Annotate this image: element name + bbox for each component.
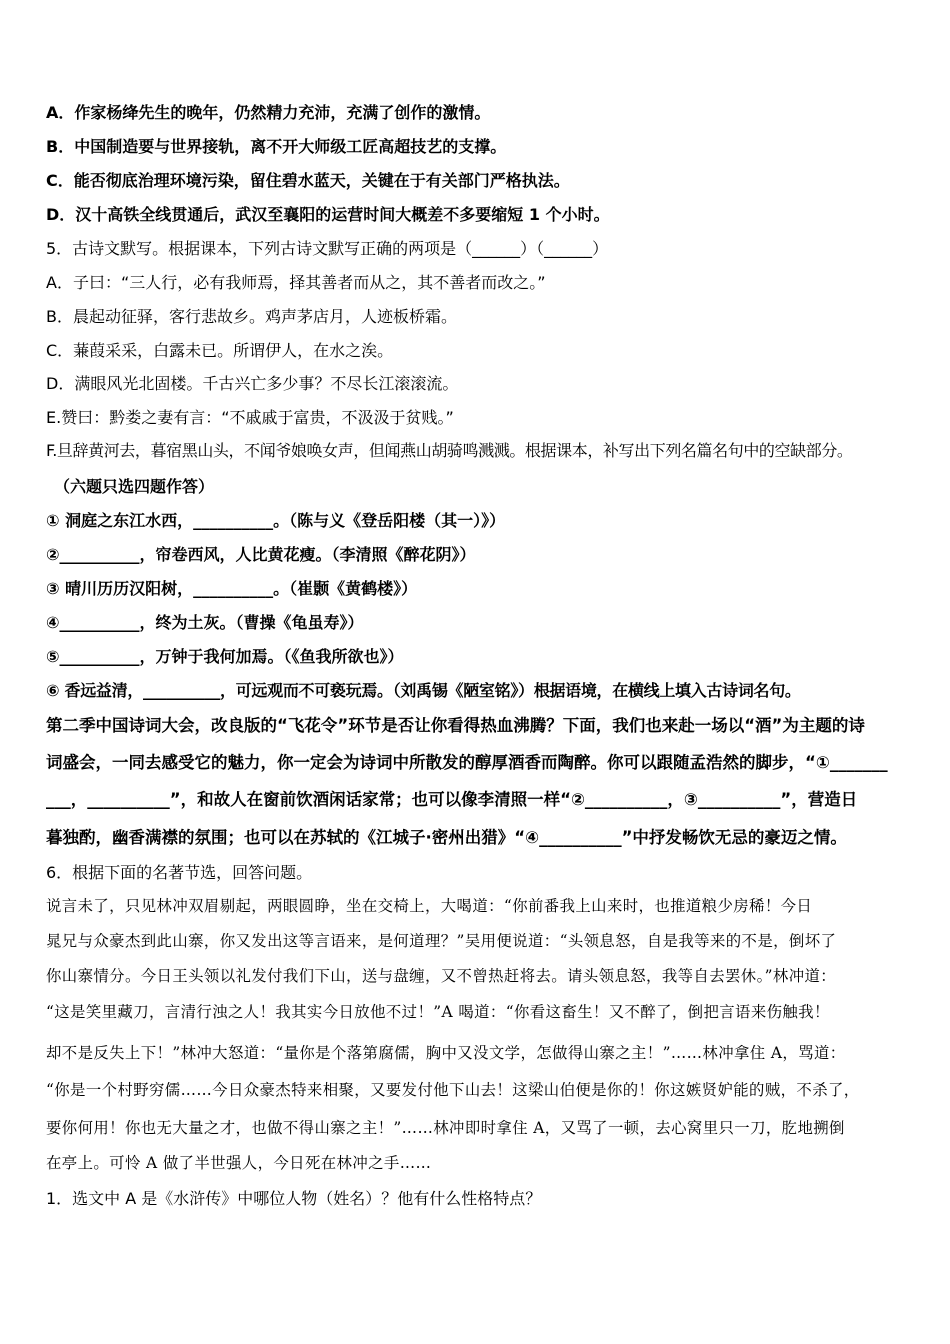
- option-text: 作家杨绛先生的晚年，仍然精力充沛，充满了创作的激情。: [74, 103, 491, 122]
- q5-stem: 5．古诗文默写。根据课本，下列古诗文默写正确的两项是（______）（______）: [46, 239, 609, 258]
- q6-passage-line-4: “这是笑里藏刀，言清行浊之人！我其实今日放他不过！”A 喝道：“你看这畜生！又不醉了，倒把言语来伤触我！: [46, 1003, 830, 1021]
- option-text: 汉十高铁全线贯通后，武汉至襄阳的运营时间大概差不多要缩短 1 个小时。: [75, 205, 610, 224]
- q4-option-b: [46, 135, 912, 159]
- option-letter: A．: [46, 103, 75, 122]
- option-text: 能否彻底治理环境污染，留住碧水蓝天，关键在于有关部门严格执法。: [73, 171, 570, 190]
- q5-option-c: C．蒹葭采采，白露未已。所谓伊人，在水之涘。: [46, 341, 394, 360]
- fill-in-item-3: ③ 晴川历历汉阳树，__________。（崔颢《黄鹤楼》）: [46, 579, 418, 598]
- q6-passage-line-8: 在亭上。可怜 A 做了半世强人，今日死在林冲之手……: [46, 1154, 432, 1172]
- q6-stem: 6．根据下面的名著节选，回答问题。: [46, 863, 313, 882]
- q5-option-f: F.旦辞黄河去，暮宿黑山头，不闻爷娘唤女声，但闻燕山胡骑鸣溅溅。根据课本，补写出下列名篇名句中的空缺部分。: [46, 441, 853, 460]
- q6-passage-line-6: “你是一个村野穷儒……今日众豪杰特来相聚，又要发付他下山去！这梁山伯便是你的！你这嫉贤妒能的贼，不杀了，: [46, 1081, 860, 1099]
- option-letter: D．: [46, 205, 76, 224]
- option-text: 中国制造要与世界接轨，离不开大师级工匠高超技艺的支撑。: [74, 137, 507, 156]
- q6-sub-question-1: 1．选文中 A 是《水浒传》中哪位人物（姓名）？他有什么性格特点？: [46, 1189, 542, 1208]
- q6-passage-line-1: 说言未了，只见林冲双眉剔起，两眼圆睁，坐在交椅上，大喝道：“你前番我上山来时，也推道粮少房稀！今日: [46, 897, 813, 915]
- q5-option-b: B．晨起动征驿，客行悲故乡。鸡声茅店月，人迹板桥霜。: [46, 307, 457, 326]
- q5-option-a: A．子曰：“三人行，必有我师焉，择其善者而从之，其不善者而改之。”: [46, 273, 546, 292]
- q6-passage-line-7: 要你何用！你也无大量之才，也做不得山寨之主！”……林冲即时拿住 A，又骂了一顿，去心窝里只一刀，肐地搠倒: [46, 1119, 845, 1137]
- q4-option-a: [46, 101, 912, 125]
- option-letter: C．: [46, 171, 74, 190]
- q6-passage-line-3: 你山寨情分。今日王头领以礼发付我们下山，送与盘缠，又不曾热赶将去。请头领息怒，我等自去罢休。”林冲道：: [46, 967, 837, 985]
- q5-option-e: E.赞曰：黔娄之妻有言：“不戚戚于富贵，不汲汲于贫贱。”: [46, 408, 454, 427]
- poetry-paragraph-line-3: ___，__________”，和故人在窗前饮酒闲话家常；也可以像李清照一样“②__________，③__________”，营造日: [46, 790, 858, 809]
- fill-in-item-1: ① 洞庭之东江水西，__________。（陈与义《登岳阳楼（其一）》）: [46, 511, 506, 530]
- fill-in-item-6: ⑥ 香远益清，__________，可远观而不可亵玩焉。（刘禹锡《陋室铭》）根据语境，在横线上填入古诗词名句。: [46, 681, 801, 700]
- q5-option-d: D．满眼风光北固楼。千古兴亡多少事？不尽长江滚滚流。: [46, 374, 459, 393]
- fill-in-item-4: ④__________，终为土灰。（曹操《龟虽寿》）: [46, 613, 364, 632]
- q6-passage-line-2: 晁兄与众豪杰到此山寨，你又发出这等言语来，是何道理？”吴用便说道：“头领息怒，自是我等来的不是，倒坏了: [46, 932, 837, 950]
- poetry-paragraph-line-4: 暮独酌，幽香满襟的氛围；也可以在苏轼的《江城子·密州出猎》“④__________”中抒发畅饮无忌的豪迈之情。: [46, 828, 847, 847]
- q6-passage-line-5: 却不是反失上下！”林冲大怒道：“量你是个落第腐儒，胸中又没文学，怎做得山寨之主！”……林冲拿住 A，骂道：: [46, 1044, 846, 1062]
- poetry-paragraph-line-1: 第二季中国诗词大会，改良版的“飞花令”环节是否让你看得热血沸腾？下面，我们也来赴一场以“酒”为主题的诗: [46, 716, 865, 735]
- option-letter: B．: [46, 137, 75, 156]
- q4-option-d: [46, 203, 912, 227]
- fill-in-note: （六题只选四题作答）: [54, 477, 215, 496]
- fill-in-item-2: ②__________，帘卷西风，人比黄花瘦。（李清照《醉花阴》）: [46, 545, 476, 564]
- poetry-paragraph-line-2: 词盛会，一同去感受它的魅力，你一定会为诗词中所散发的醇厚酒香而陶醉。你可以跟随孟浩然的脚步，“①_______: [46, 753, 888, 772]
- fill-in-item-5: ⑤__________，万钟于我何加焉。（《鱼我所欲也》）: [46, 647, 404, 666]
- q4-option-c: [46, 169, 912, 193]
